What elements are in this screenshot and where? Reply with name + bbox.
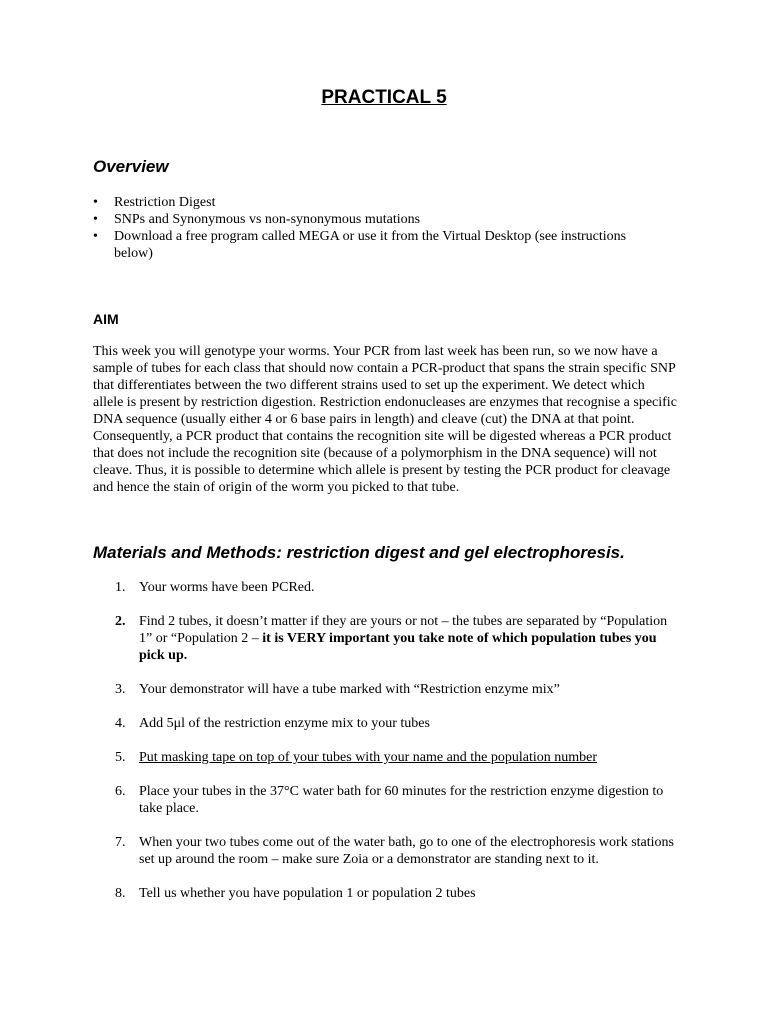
step-number: 5. — [115, 750, 126, 765]
step-text: Put masking tape on top of your tubes with your name and the population number — [139, 750, 598, 765]
list-item: • Download a free program called MEGA or use it from the Virtual Desktop (see instructions below) — [93, 228, 653, 262]
step-item — [93, 834, 675, 868]
step-text: Find 2 tubes, it doesn’t matter if they are yours or not – the tubes are separated by “Population 1” or “Population 2 – — [139, 614, 668, 646]
step-number: 8. — [115, 886, 126, 901]
step-number: 3. — [115, 682, 126, 697]
step-text: Your worms have been PCRed. — [139, 580, 315, 595]
overview-list — [93, 194, 653, 262]
step-item — [93, 715, 675, 732]
step-number: 6. — [115, 784, 126, 799]
step-item — [93, 749, 675, 766]
step-item — [93, 681, 675, 698]
overview-heading: Overview — [93, 157, 169, 176]
step-number: 2. — [115, 614, 126, 629]
step-number: 7. — [115, 835, 126, 850]
step-text: Tell us whether you have population 1 or population 2 tubes — [139, 886, 476, 901]
step-item — [93, 613, 675, 664]
step-text: Your demonstrator will have a tube marked with “Restriction enzyme mix” — [139, 682, 560, 697]
step-text: Place your tubes in the 37°C water bath for 60 minutes for the restriction enzyme digestion to take place. — [139, 784, 664, 816]
step-item — [93, 579, 675, 596]
list-item: • Restriction Digest — [93, 194, 653, 211]
step-text: Add 5μl of the restriction enzyme mix to your tubes — [139, 716, 430, 731]
step-item — [93, 783, 675, 817]
step-number: 1. — [115, 580, 126, 595]
methods-heading: Materials and Methods: restriction digest and gel electrophoresis. — [93, 543, 625, 562]
step-text: When your two tubes come out of the water bath, go to one of the electrophoresis work stations set up around the room – make sure Zoia or a demonstrator are standing next to it. — [139, 835, 674, 867]
list-item: • SNPs and Synonymous vs non-synonymous mutations — [93, 211, 653, 228]
step-number: 4. — [115, 716, 126, 731]
step-emphasis: it is VERY important you take note of which population tubes you pick up. — [139, 631, 657, 663]
step-item — [93, 885, 675, 902]
aim-heading: AIM — [93, 311, 119, 327]
page-title: PRACTICAL 5 — [321, 87, 447, 108]
methods-steps — [93, 579, 675, 919]
aim-paragraph: This week you will genotype your worms. Your PCR from last week has been run, so we now have a sample of tubes for each class that should now contain a PCR-product that spans the strain specific SNP that differentiates between the two different strains used to set up the experiment. We detect which allele is present by restriction digestion. Restriction endonucleases are enzymes that recognise a specific DNA sequence (usually either 4 or 6 base pairs in length) and cleave (cut) the DNA at that point. Consequently, a PCR product that contains the recognition site will be digested whereas a PCR product that does not include the recognition site (because of a polymorphism in the DNA sequence) will not cleave. Thus, it is possible to determine which allele is present by testing the PCR product for cleavage and hence the stain of origin of the worm you picked to that tube. — [93, 344, 677, 495]
